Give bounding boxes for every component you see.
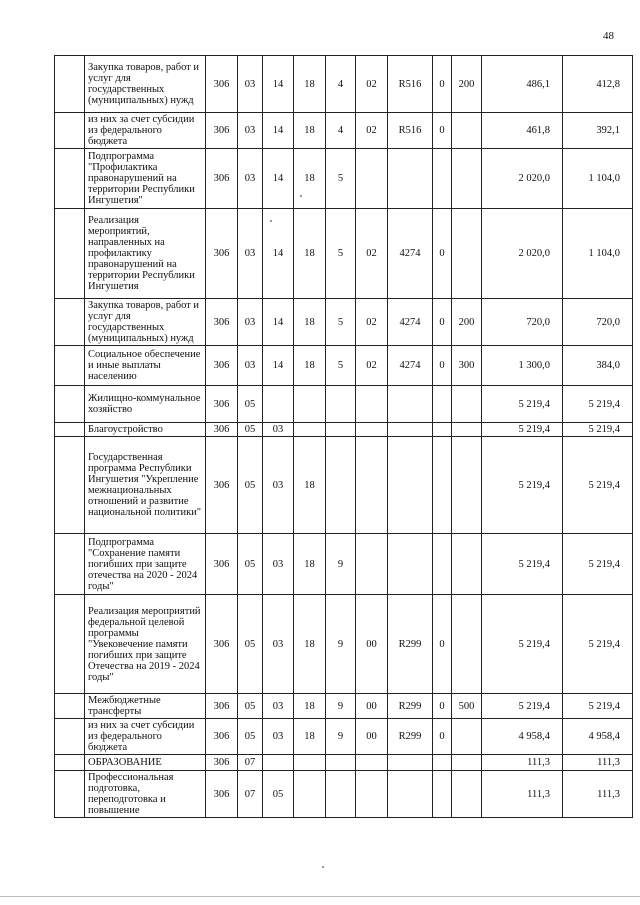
table-row xyxy=(55,299,633,346)
budget-table xyxy=(54,55,633,818)
cell-glav: 306 xyxy=(206,56,238,113)
cell-sum2: 384,0 xyxy=(563,346,633,386)
cell-sum2: 392,1 xyxy=(563,113,633,149)
row-margin-cell xyxy=(55,423,85,437)
cell-glav: 306 xyxy=(206,719,238,755)
row-name-cell: Межбюджетные трансферты xyxy=(85,694,206,719)
cell-rz: 05 xyxy=(238,694,263,719)
cell-vr xyxy=(452,437,482,534)
cell-glav: 306 xyxy=(206,755,238,771)
cell-vr xyxy=(452,755,482,771)
cell-pr xyxy=(263,386,294,423)
cell-c4: R299 xyxy=(388,595,433,694)
cell-c5 xyxy=(433,386,452,423)
cell-c2: 4 xyxy=(326,56,356,113)
row-name-cell: Благоустройство xyxy=(85,423,206,437)
cell-pr: 03 xyxy=(263,694,294,719)
table-row xyxy=(55,694,633,719)
cell-sum2: 5 219,4 xyxy=(563,694,633,719)
row-margin-cell xyxy=(55,771,85,818)
cell-vr: 200 xyxy=(452,299,482,346)
cell-c3 xyxy=(356,437,388,534)
table-row xyxy=(55,534,633,595)
cell-c1 xyxy=(294,386,326,423)
cell-sum1: 5 219,4 xyxy=(482,694,563,719)
cell-sum1: 2 020,0 xyxy=(482,209,563,299)
cell-vr: 300 xyxy=(452,346,482,386)
cell-c1: 18 xyxy=(294,56,326,113)
cell-c2: 5 xyxy=(326,149,356,209)
cell-glav: 306 xyxy=(206,437,238,534)
cell-c3: 02 xyxy=(356,346,388,386)
cell-vr xyxy=(452,149,482,209)
cell-c4: 4274 xyxy=(388,299,433,346)
cell-vr xyxy=(452,771,482,818)
row-margin-cell xyxy=(55,534,85,595)
cell-c1: 18 xyxy=(294,346,326,386)
cell-c2: 9 xyxy=(326,694,356,719)
table-row xyxy=(55,719,633,755)
scan-speck xyxy=(322,866,324,868)
cell-c3 xyxy=(356,534,388,595)
cell-sum2: 4 958,4 xyxy=(563,719,633,755)
cell-pr xyxy=(263,755,294,771)
cell-c5: 0 xyxy=(433,209,452,299)
table-row xyxy=(55,209,633,299)
cell-c1 xyxy=(294,423,326,437)
cell-rz: 07 xyxy=(238,771,263,818)
cell-vr xyxy=(452,386,482,423)
row-name-cell: Реализация мероприятий, направленных на профилактику правонарушений на территории Республики Ингушетия xyxy=(85,209,206,299)
cell-glav: 306 xyxy=(206,595,238,694)
cell-c5 xyxy=(433,437,452,534)
cell-sum2: 1 104,0 xyxy=(563,149,633,209)
cell-c3: 02 xyxy=(356,113,388,149)
cell-glav: 306 xyxy=(206,694,238,719)
cell-rz: 03 xyxy=(238,299,263,346)
cell-sum1: 1 300,0 xyxy=(482,346,563,386)
row-margin-cell xyxy=(55,386,85,423)
cell-c5 xyxy=(433,423,452,437)
table-row xyxy=(55,149,633,209)
row-margin-cell xyxy=(55,56,85,113)
cell-rz: 05 xyxy=(238,534,263,595)
table-row xyxy=(55,346,633,386)
cell-sum2: 5 219,4 xyxy=(563,534,633,595)
cell-glav: 306 xyxy=(206,423,238,437)
cell-c4: R516 xyxy=(388,56,433,113)
cell-sum2: 5 219,4 xyxy=(563,595,633,694)
row-name-cell: Реализация мероприятий федеральной целевой программы "Увековечение памяти погибших при защите Отечества на 2019 - 2024 годы" xyxy=(85,595,206,694)
cell-c4: R299 xyxy=(388,719,433,755)
row-name-cell: Государственная программа Республики Ингушетия "Укрепление межнациональных отношений и развитие национальной политики" xyxy=(85,437,206,534)
cell-c2: 5 xyxy=(326,209,356,299)
cell-vr: 500 xyxy=(452,694,482,719)
cell-c4: 4274 xyxy=(388,346,433,386)
cell-c1: 18 xyxy=(294,209,326,299)
cell-glav: 306 xyxy=(206,113,238,149)
cell-c3: 02 xyxy=(356,299,388,346)
cell-c1: 18 xyxy=(294,719,326,755)
cell-vr xyxy=(452,209,482,299)
cell-rz: 05 xyxy=(238,595,263,694)
cell-pr: 05 xyxy=(263,771,294,818)
cell-rz: 07 xyxy=(238,755,263,771)
row-name-cell: Профессиональная подготовка, переподготовка и повышение xyxy=(85,771,206,818)
cell-sum2: 720,0 xyxy=(563,299,633,346)
cell-sum1: 2 020,0 xyxy=(482,149,563,209)
cell-c5: 0 xyxy=(433,346,452,386)
cell-c2 xyxy=(326,437,356,534)
cell-pr: 03 xyxy=(263,423,294,437)
cell-glav: 306 xyxy=(206,209,238,299)
cell-c4: 4274 xyxy=(388,209,433,299)
table-row xyxy=(55,386,633,423)
cell-sum1: 486,1 xyxy=(482,56,563,113)
cell-c1: 18 xyxy=(294,437,326,534)
cell-c4: R299 xyxy=(388,694,433,719)
cell-c2: 9 xyxy=(326,719,356,755)
cell-rz: 03 xyxy=(238,56,263,113)
row-name-cell: ОБРАЗОВАНИЕ xyxy=(85,755,206,771)
cell-c3 xyxy=(356,149,388,209)
cell-glav: 306 xyxy=(206,346,238,386)
row-margin-cell xyxy=(55,694,85,719)
row-name-cell: Подпрограмма "Сохранение памяти погибших при защите отечества на 2020 - 2024 годы" xyxy=(85,534,206,595)
cell-pr: 03 xyxy=(263,534,294,595)
cell-glav: 306 xyxy=(206,386,238,423)
cell-c2: 4 xyxy=(326,113,356,149)
cell-c2: 5 xyxy=(326,346,356,386)
row-name-cell: из них за счет субсидии из федерального бюджета xyxy=(85,113,206,149)
cell-sum2: 111,3 xyxy=(563,771,633,818)
cell-c1 xyxy=(294,771,326,818)
cell-c4 xyxy=(388,534,433,595)
cell-c4: R516 xyxy=(388,113,433,149)
cell-c5: 0 xyxy=(433,113,452,149)
cell-glav: 306 xyxy=(206,299,238,346)
row-margin-cell xyxy=(55,209,85,299)
cell-rz: 05 xyxy=(238,423,263,437)
row-margin-cell xyxy=(55,437,85,534)
table-row xyxy=(55,437,633,534)
page-number: 48 xyxy=(603,30,614,42)
cell-rz: 05 xyxy=(238,719,263,755)
cell-sum2: 111,3 xyxy=(563,755,633,771)
row-name-cell: из них за счет субсидии из федерального бюджета xyxy=(85,719,206,755)
row-name-cell: Подпрограмма "Профилактика правонарушений на территории Республики Ингушетия" xyxy=(85,149,206,209)
cell-sum2: 5 219,4 xyxy=(563,437,633,534)
cell-c4 xyxy=(388,755,433,771)
cell-c2: 9 xyxy=(326,534,356,595)
cell-c3 xyxy=(356,386,388,423)
cell-glav: 306 xyxy=(206,149,238,209)
cell-c5: 0 xyxy=(433,595,452,694)
cell-rz: 03 xyxy=(238,113,263,149)
row-margin-cell xyxy=(55,595,85,694)
cell-sum1: 5 219,4 xyxy=(482,595,563,694)
cell-vr xyxy=(452,719,482,755)
cell-c3: 02 xyxy=(356,56,388,113)
cell-rz: 05 xyxy=(238,386,263,423)
cell-c4 xyxy=(388,386,433,423)
table-row xyxy=(55,755,633,771)
cell-rz: 03 xyxy=(238,209,263,299)
cell-vr xyxy=(452,113,482,149)
row-name-cell: Закупка товаров, работ и услуг для государственных (муниципальных) нужд xyxy=(85,56,206,113)
cell-pr: 14 xyxy=(263,113,294,149)
cell-c5 xyxy=(433,755,452,771)
cell-c4 xyxy=(388,149,433,209)
row-name-cell: Социальное обеспечение и иные выплаты населению xyxy=(85,346,206,386)
cell-c2 xyxy=(326,386,356,423)
cell-sum1: 5 219,4 xyxy=(482,423,563,437)
cell-sum1: 111,3 xyxy=(482,771,563,818)
cell-pr: 03 xyxy=(263,595,294,694)
cell-sum1: 5 219,4 xyxy=(482,386,563,423)
cell-vr xyxy=(452,595,482,694)
cell-sum1: 4 958,4 xyxy=(482,719,563,755)
row-margin-cell xyxy=(55,113,85,149)
cell-c1 xyxy=(294,755,326,771)
cell-vr xyxy=(452,534,482,595)
cell-sum1: 461,8 xyxy=(482,113,563,149)
cell-c5 xyxy=(433,771,452,818)
cell-c1: 18 xyxy=(294,694,326,719)
cell-pr: 14 xyxy=(263,209,294,299)
cell-c3: 00 xyxy=(356,694,388,719)
cell-c5: 0 xyxy=(433,56,452,113)
row-name-cell: Жилищно-коммунальное хозяйство xyxy=(85,386,206,423)
cell-pr: 14 xyxy=(263,56,294,113)
cell-pr: 03 xyxy=(263,437,294,534)
cell-rz: 05 xyxy=(238,437,263,534)
cell-rz: 03 xyxy=(238,346,263,386)
cell-c5 xyxy=(433,534,452,595)
cell-c1: 18 xyxy=(294,299,326,346)
table-row xyxy=(55,771,633,818)
cell-sum1: 111,3 xyxy=(482,755,563,771)
cell-c2 xyxy=(326,423,356,437)
row-name-cell: Закупка товаров, работ и услуг для государственных (муниципальных) нужд xyxy=(85,299,206,346)
cell-rz: 03 xyxy=(238,149,263,209)
cell-vr xyxy=(452,423,482,437)
cell-c3 xyxy=(356,771,388,818)
cell-sum2: 5 219,4 xyxy=(563,386,633,423)
cell-sum2: 5 219,4 xyxy=(563,423,633,437)
row-margin-cell xyxy=(55,299,85,346)
cell-vr: 200 xyxy=(452,56,482,113)
cell-c4 xyxy=(388,437,433,534)
cell-c1: 18 xyxy=(294,595,326,694)
cell-c2: 9 xyxy=(326,595,356,694)
cell-pr: 14 xyxy=(263,149,294,209)
cell-sum2: 412,8 xyxy=(563,56,633,113)
cell-pr: 14 xyxy=(263,346,294,386)
table-row xyxy=(55,113,633,149)
cell-c5 xyxy=(433,149,452,209)
scan-speck xyxy=(300,195,302,197)
cell-sum1: 720,0 xyxy=(482,299,563,346)
cell-c3: 00 xyxy=(356,595,388,694)
table-row xyxy=(55,423,633,437)
cell-c3: 00 xyxy=(356,719,388,755)
row-margin-cell xyxy=(55,755,85,771)
scan-edge-line xyxy=(0,896,640,897)
cell-c4 xyxy=(388,771,433,818)
row-margin-cell xyxy=(55,149,85,209)
cell-sum1: 5 219,4 xyxy=(482,534,563,595)
cell-c3: 02 xyxy=(356,209,388,299)
cell-c2 xyxy=(326,755,356,771)
row-margin-cell xyxy=(55,346,85,386)
cell-c2: 5 xyxy=(326,299,356,346)
cell-c1: 18 xyxy=(294,534,326,595)
table-row xyxy=(55,56,633,113)
cell-glav: 306 xyxy=(206,771,238,818)
scan-speck xyxy=(270,220,272,222)
cell-c1: 18 xyxy=(294,149,326,209)
cell-c3 xyxy=(356,423,388,437)
cell-c2 xyxy=(326,771,356,818)
cell-c5: 0 xyxy=(433,299,452,346)
cell-pr: 03 xyxy=(263,719,294,755)
cell-c4 xyxy=(388,423,433,437)
cell-c5: 0 xyxy=(433,719,452,755)
cell-glav: 306 xyxy=(206,534,238,595)
table-row xyxy=(55,595,633,694)
row-margin-cell xyxy=(55,719,85,755)
cell-sum2: 1 104,0 xyxy=(563,209,633,299)
cell-c3 xyxy=(356,755,388,771)
cell-pr: 14 xyxy=(263,299,294,346)
cell-sum1: 5 219,4 xyxy=(482,437,563,534)
cell-c5: 0 xyxy=(433,694,452,719)
cell-c1: 18 xyxy=(294,113,326,149)
